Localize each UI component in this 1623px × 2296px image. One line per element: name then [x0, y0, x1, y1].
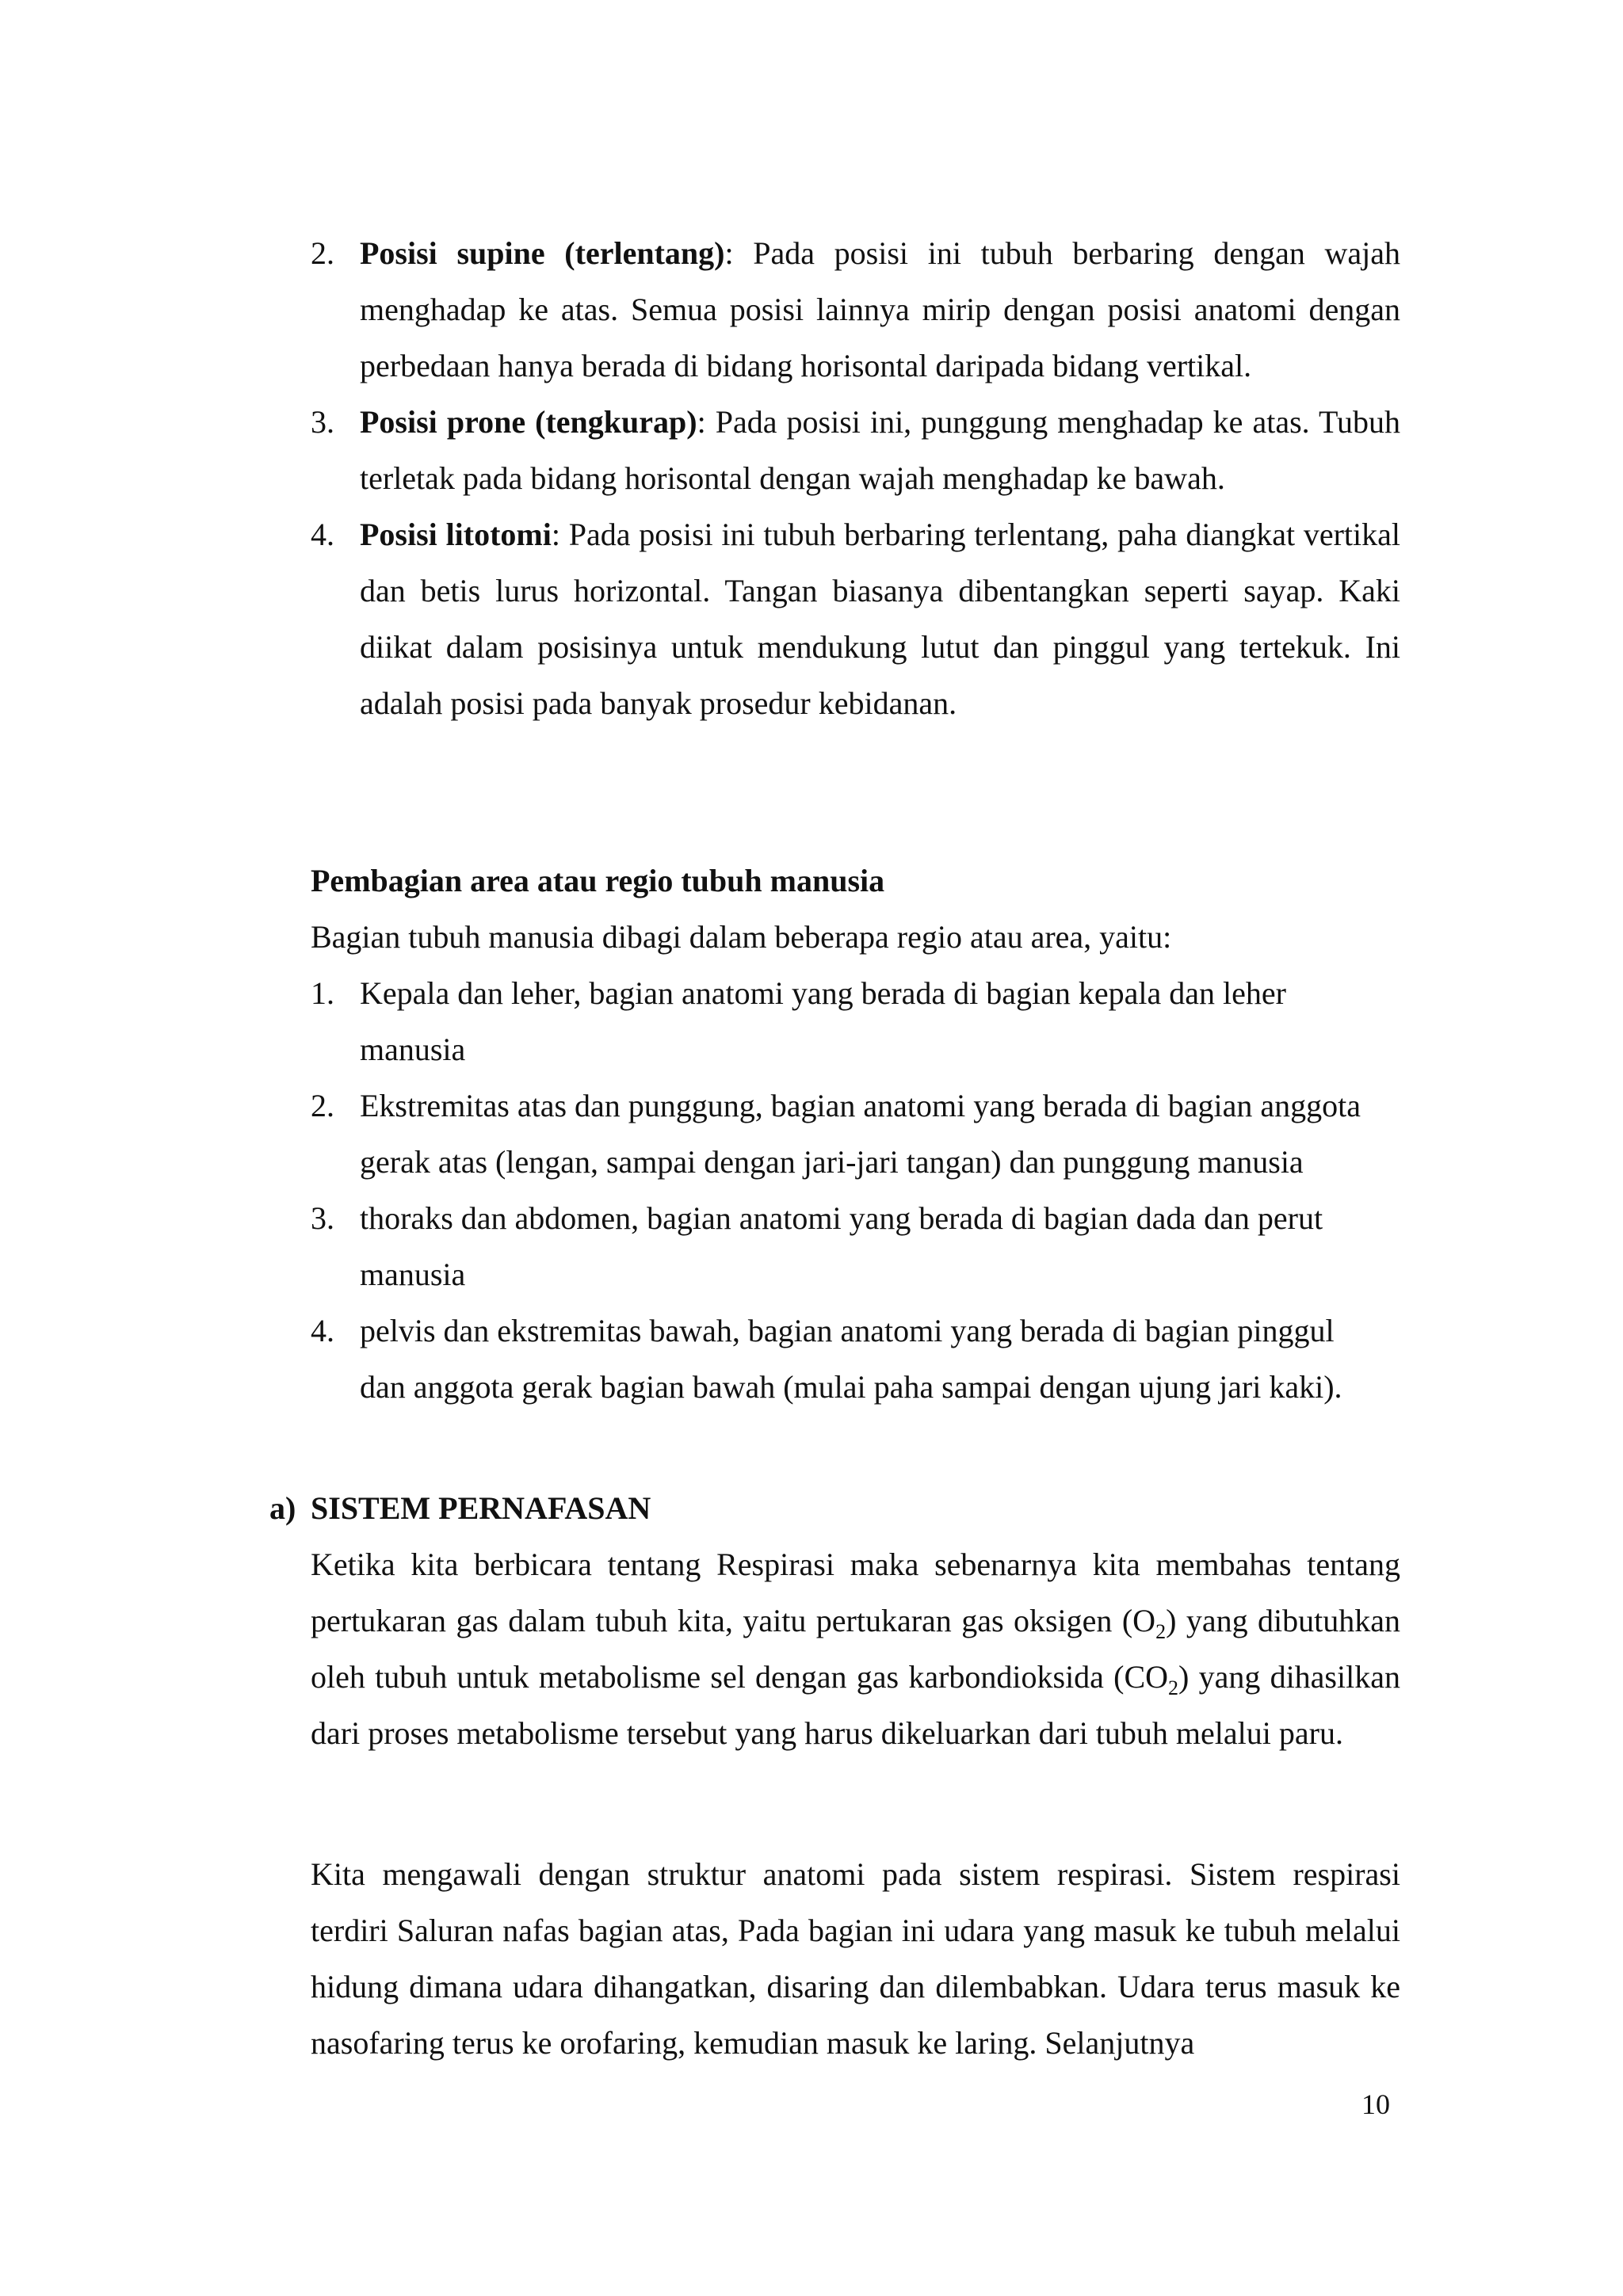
list-text: : Pada posisi ini, punggung menghadap ke atas. Tubuh terletak pada bidang horisontal dengan wajah menghadap ke bawah. — [360, 404, 1400, 496]
section-title: SISTEM PERNAFASAN — [311, 1490, 651, 1526]
section-intro: Bagian tubuh manusia dibagi dalam beberapa regio atau area, yaitu: — [311, 919, 1172, 955]
list-item — [311, 1190, 1384, 1302]
paragraph-text: Ketika kita berbicara tentang Respirasi maka sebenarnya kita membahas tentang pertukaran gas dalam tubuh kita, yaitu pertukaran gas oksigen (O — [311, 1547, 1400, 1638]
region-list — [311, 965, 1384, 1415]
subscript: 2 — [1168, 1676, 1179, 1699]
list-text: : Pada posisi ini tubuh berbaring dengan wajah menghadap ke atas. Semua posisi lainnya mirip dengan posisi anatomi dengan perbedaan hanya berada di bidang horisontal daripada bidang vertikal. — [360, 235, 1401, 383]
list-number: 3. — [311, 1200, 334, 1236]
section-heading: Pembagian area atau regio tubuh manusia — [311, 863, 885, 898]
list-item — [311, 965, 1384, 1077]
paragraph-text: ) yang dihasilkan dari proses metabolisme tersebut yang harus dikeluarkan dari tubuh melalui paru. — [311, 1659, 1400, 1751]
list-text: Ekstremitas atas dan punggung, bagian anatomi yang berada di bagian anggota gerak atas (lengan, sampai dengan jari-jari tangan) dan punggung manusia — [360, 1088, 1361, 1180]
list-item — [311, 506, 1400, 731]
list-number: 2. — [311, 1088, 334, 1123]
region-section — [311, 852, 1400, 1415]
page-number: 10 — [1361, 2088, 1390, 2120]
list-item — [311, 1077, 1384, 1190]
list-term: Posisi litotomi — [360, 517, 552, 552]
list-text: Kepala dan leher, bagian anatomi yang berada di bagian kepala dan leher manusia — [360, 975, 1286, 1067]
paragraph-text: ) yang dibutuhkan oleh tubuh untuk metabolisme sel dengan gas karbondioksida (CO — [311, 1603, 1400, 1695]
list-number: 3. — [311, 404, 334, 440]
list-number: 1. — [311, 975, 334, 1011]
paragraph-anatomi: Kita mengawali dengan struktur anatomi pada sistem respirasi. Sistem respirasi terdiri Saluran nafas bagian atas, Pada bagian ini udara yang masuk ke tubuh melalui hidung dimana udara dihangatkan, disaring dan dilembabkan. Udara terus masuk ke nasofaring terus ke orofaring, kemudian masuk ke laring. Selanjutnya — [311, 1856, 1400, 2061]
list-term: Posisi supine (terlentang) — [360, 235, 725, 271]
list-term: Posisi prone (tengkurap) — [360, 404, 697, 440]
list-item — [311, 1302, 1384, 1415]
list-text: : Pada posisi ini tubuh berbaring terlentang, paha diangkat vertikal dan betis lurus horizontal. Tangan biasanya dibentangkan seperti sayap. Kaki diikat dalam posisinya untuk mendukung lutut dan pinggul yang tertekuk. Ini adalah posisi pada banyak prosedur kebidanan. — [360, 517, 1400, 721]
list-text: pelvis dan ekstremitas bawah, bagian anatomi yang berada di bagian pinggul dan anggota gerak bagian bawah (mulai paha sampai dengan ujung jari kaki). — [360, 1313, 1342, 1405]
paragraph-respirasi — [311, 1536, 1400, 1761]
list-item — [311, 225, 1400, 394]
list-number: 4. — [311, 517, 334, 552]
section-heading-sistem-pernafasan — [269, 1480, 651, 1536]
list-number: 4. — [311, 1313, 334, 1348]
subscript: 2 — [1155, 1620, 1167, 1643]
list-item — [311, 394, 1400, 506]
section-letter: a) — [269, 1490, 296, 1526]
list-text: thoraks dan abdomen, bagian anatomi yang berada di bagian dada dan perut manusia — [360, 1200, 1323, 1292]
body-position-list — [311, 225, 1400, 731]
list-number: 2. — [311, 235, 334, 271]
